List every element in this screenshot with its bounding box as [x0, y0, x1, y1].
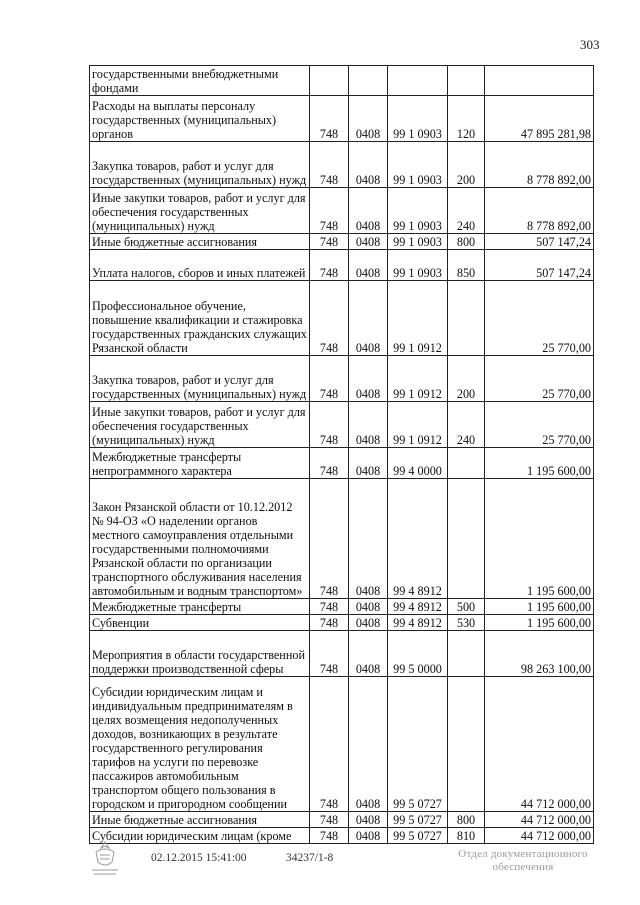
- row-name: Субсидии юридическим лицам и индивидуальным предпринимателям в целях возмещения недополученных доходов, возникающих в результате государственного регулирования тарифов на услуги по перевозке пассажиров автомобильным транспортом общего пользования в городском и пригородном сообщении: [90, 677, 310, 812]
- row-section: 0408: [349, 142, 388, 188]
- row-csr: 99 5 0727: [388, 812, 448, 828]
- row-csr: 99 1 0912: [388, 356, 448, 402]
- row-vr: 500: [448, 599, 485, 615]
- row-section: 0408: [349, 828, 388, 844]
- row-vr: [448, 479, 485, 599]
- row-vr: 800: [448, 812, 485, 828]
- row-section: 0408: [349, 479, 388, 599]
- footer-document-code: 34237/1-8: [286, 852, 334, 864]
- table-row: [90, 677, 594, 812]
- row-csr: 99 5 0727: [388, 828, 448, 844]
- row-csr: 99 5 0000: [388, 631, 448, 677]
- row-name: государственными внебюджетными фондами: [90, 66, 310, 96]
- row-ved: 748: [310, 479, 349, 599]
- row-csr: 99 4 8912: [388, 615, 448, 631]
- row-ved: 748: [310, 631, 349, 677]
- row-name: Закупка товаров, работ и услуг для государственных (муниципальных) нужд: [90, 356, 310, 402]
- row-section: 0408: [349, 356, 388, 402]
- row-section: 0408: [349, 250, 388, 281]
- row-ved: 748: [310, 281, 349, 356]
- row-section: 0408: [349, 188, 388, 234]
- row-vr: [448, 631, 485, 677]
- emblem-icon: [88, 838, 122, 878]
- row-name: Субвенции: [90, 615, 310, 631]
- row-name: Иные закупки товаров, работ и услуг для обеспечения государственных (муниципальных) нужд: [90, 188, 310, 234]
- row-ved: 748: [310, 677, 349, 812]
- row-amount: 44 712 000,00: [485, 677, 594, 812]
- row-ved: 748: [310, 356, 349, 402]
- row-csr: 99 1 0912: [388, 281, 448, 356]
- row-name: Профессиональное обучение, повышение квалификации и стажировка государственных гражданских служащих Рязанской области: [90, 281, 310, 356]
- row-name: Закон Рязанской области от 10.12.2012 № 94-ОЗ «О наделении органов местного самоуправления отдельными государственными полномочиями Рязанской области по организации транспортного обслуживания населения автомобильным и водным транспортом»: [90, 479, 310, 599]
- table-row: [90, 356, 594, 402]
- row-vr: 200: [448, 356, 485, 402]
- row-ved: 748: [310, 599, 349, 615]
- page-number: 303: [580, 37, 600, 52]
- row-amount: 25 770,00: [485, 356, 594, 402]
- row-amount: [485, 66, 594, 96]
- row-ved: 748: [310, 188, 349, 234]
- table-row: [90, 142, 594, 188]
- row-section: 0408: [349, 448, 388, 479]
- row-section: 0408: [349, 615, 388, 631]
- row-amount: 44 712 000,00: [485, 828, 594, 844]
- row-csr: 99 4 8912: [388, 599, 448, 615]
- row-amount: 47 895 281,98: [485, 96, 594, 142]
- row-amount: 8 778 892,00: [485, 188, 594, 234]
- row-csr: 99 1 0903: [388, 188, 448, 234]
- row-name: Расходы на выплаты персоналу государственных (муниципальных) органов: [90, 96, 310, 142]
- row-section: 0408: [349, 631, 388, 677]
- row-section: 0408: [349, 281, 388, 356]
- row-vr: 240: [448, 402, 485, 448]
- row-amount: 8 778 892,00: [485, 142, 594, 188]
- table-row: [90, 615, 594, 631]
- row-csr: 99 1 0903: [388, 142, 448, 188]
- row-name: Межбюджетные трансферты непрограммного характера: [90, 448, 310, 479]
- row-csr: 99 4 8912: [388, 479, 448, 599]
- row-ved: [310, 66, 349, 96]
- table-row: [90, 402, 594, 448]
- table-row: [90, 828, 594, 844]
- row-section: 0408: [349, 402, 388, 448]
- row-ved: 748: [310, 828, 349, 844]
- row-amount: 507 147,24: [485, 234, 594, 250]
- table-row: [90, 188, 594, 234]
- table-row: [90, 448, 594, 479]
- row-section: 0408: [349, 599, 388, 615]
- row-csr: 99 1 0903: [388, 96, 448, 142]
- row-vr: 200: [448, 142, 485, 188]
- table-row: [90, 631, 594, 677]
- footer-timestamp: 02.12.2015 15:41:00: [151, 852, 247, 864]
- row-amount: 1 195 600,00: [485, 615, 594, 631]
- row-amount: 25 770,00: [485, 402, 594, 448]
- table-row: [90, 234, 594, 250]
- row-amount: 507 147,24: [485, 250, 594, 281]
- row-vr: [448, 677, 485, 812]
- row-vr: 800: [448, 234, 485, 250]
- row-name: Иные бюджетные ассигнования: [90, 234, 310, 250]
- row-ved: 748: [310, 448, 349, 479]
- row-section: 0408: [349, 812, 388, 828]
- footer-department-stamp: Отдел документационного обеспечения: [458, 848, 588, 873]
- row-csr: 99 1 0912: [388, 402, 448, 448]
- row-amount: 1 195 600,00: [485, 599, 594, 615]
- row-section: 0408: [349, 96, 388, 142]
- budget-table: [89, 65, 594, 844]
- row-csr: [388, 66, 448, 96]
- row-name: Иные закупки товаров, работ и услуг для обеспечения государственных (муниципальных) нужд: [90, 402, 310, 448]
- row-csr: 99 4 0000: [388, 448, 448, 479]
- row-vr: 850: [448, 250, 485, 281]
- row-section: 0408: [349, 234, 388, 250]
- table-row: [90, 281, 594, 356]
- row-section: [349, 66, 388, 96]
- row-amount: 1 195 600,00: [485, 448, 594, 479]
- table-row: [90, 812, 594, 828]
- row-ved: 748: [310, 812, 349, 828]
- row-ved: 748: [310, 615, 349, 631]
- table-row: [90, 599, 594, 615]
- row-ved: 748: [310, 402, 349, 448]
- row-ved: 748: [310, 142, 349, 188]
- row-vr: 240: [448, 188, 485, 234]
- row-ved: 748: [310, 250, 349, 281]
- table-row: [90, 66, 594, 96]
- row-vr: 120: [448, 96, 485, 142]
- row-amount: 44 712 000,00: [485, 812, 594, 828]
- table-row: [90, 96, 594, 142]
- table-row: [90, 479, 594, 599]
- row-vr: [448, 448, 485, 479]
- row-csr: 99 1 0903: [388, 234, 448, 250]
- row-name: Мероприятия в области государственной поддержки производственной сферы: [90, 631, 310, 677]
- row-csr: 99 1 0903: [388, 250, 448, 281]
- row-name: Межбюджетные трансферты: [90, 599, 310, 615]
- row-amount: 1 195 600,00: [485, 479, 594, 599]
- table-row: [90, 250, 594, 281]
- budget-table-body: [90, 66, 594, 844]
- row-vr: 810: [448, 828, 485, 844]
- row-name: Закупка товаров, работ и услуг для государственных (муниципальных) нужд: [90, 142, 310, 188]
- row-section: 0408: [349, 677, 388, 812]
- row-csr: 99 5 0727: [388, 677, 448, 812]
- row-name: Иные бюджетные ассигнования: [90, 812, 310, 828]
- row-name: Субсидии юридическим лицам (кроме: [90, 828, 310, 844]
- row-amount: 98 263 100,00: [485, 631, 594, 677]
- row-vr: 530: [448, 615, 485, 631]
- row-vr: [448, 281, 485, 356]
- row-vr: [448, 66, 485, 96]
- row-ved: 748: [310, 96, 349, 142]
- row-name: Уплата налогов, сборов и иных платежей: [90, 250, 310, 281]
- row-ved: 748: [310, 234, 349, 250]
- row-amount: 25 770,00: [485, 281, 594, 356]
